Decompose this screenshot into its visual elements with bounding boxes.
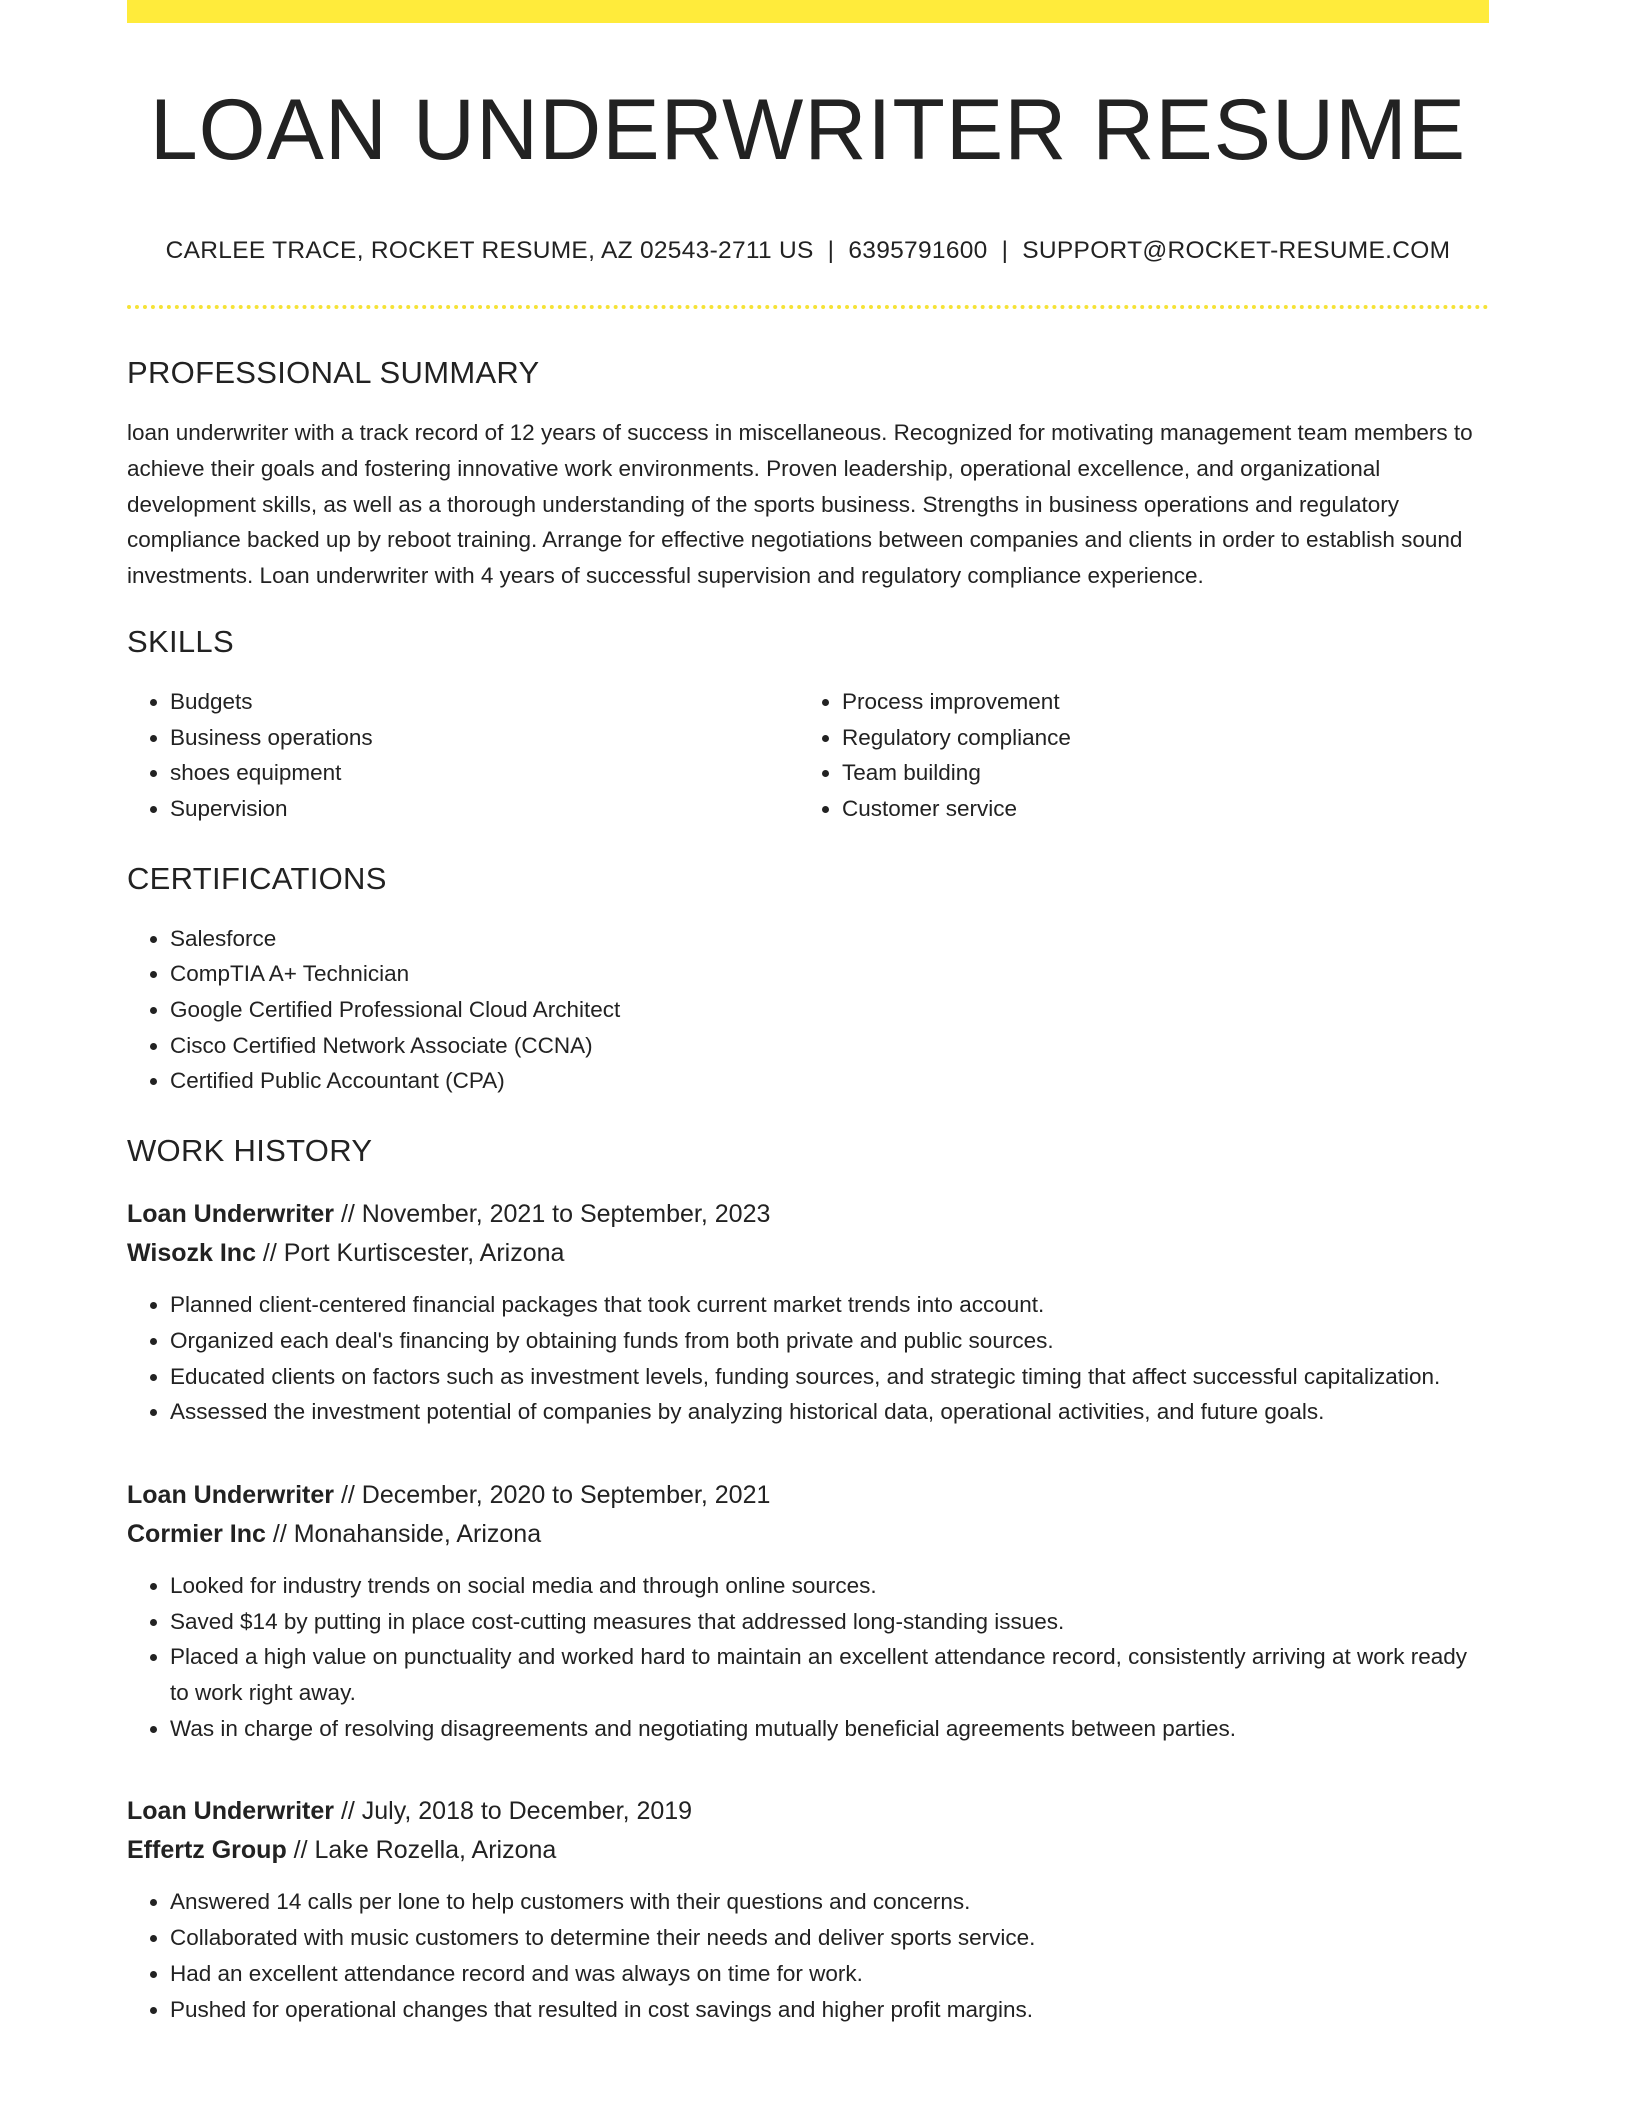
job-title: Loan Underwriter — [127, 1200, 334, 1229]
job-location: // Port Kurtiscester, Arizona — [262, 1239, 565, 1268]
job-bullet: • Had an excellent attendance record and was always on time for work. — [170, 1956, 1489, 1992]
certification-item: • Google Certified Professional Cloud Architect — [170, 992, 1489, 1028]
summary-heading: PROFESSIONAL SUMMARY — [127, 355, 540, 391]
certification-item: • CompTIA A+ Technician — [170, 956, 1489, 992]
job-title-line — [127, 1792, 1489, 1831]
skill-item: • Budgets — [170, 684, 799, 720]
job-title-line — [127, 1476, 1489, 1515]
skills-heading: SKILLS — [127, 623, 234, 659]
job-bullet: • Placed a high value on punctuality and worked hard to maintain an excellent attendance record, consistently arriving at work ready to work right away. — [170, 1639, 1489, 1710]
skill-item: • Team building — [842, 755, 1471, 791]
job-bullet: • Educated clients on factors such as investment levels, funding sources, and strategic timing that affect successful capitalization. — [170, 1359, 1489, 1395]
certification-item: • Salesforce — [170, 921, 1489, 957]
contact-separator: | — [827, 237, 835, 265]
job-bullet: • Saved $14 by putting in place cost-cutting measures that addressed long-standing issues. — [170, 1604, 1489, 1640]
job-bullets — [127, 1287, 1489, 1430]
job-entry — [127, 1792, 1489, 2027]
job-bullet: • Organized each deal's financing by obtaining funds from both private and public sources. — [170, 1323, 1489, 1359]
job-title-line — [127, 1195, 1489, 1234]
job-company-line — [127, 1515, 1489, 1554]
section-divider — [127, 305, 1489, 309]
job-bullet: • Pushed for operational changes that resulted in cost savings and higher profit margins. — [170, 1992, 1489, 2028]
job-entry — [127, 1476, 1489, 1747]
job-company: Wisozk Inc — [127, 1239, 256, 1268]
summary-text: loan underwriter with a track record of 12 years of success in miscellaneous. Recognized for motivating management team members to achieve their goals and fostering innovative work environments. Proven leadership, operational excellence, and organizational development skills, as well as a thorough understanding of the sports business. Strengths in business operations and regulatory compliance backed up by reboot training. Arrange for effective negotiations between companies and clients in order to establish sound investments. Loan underwriter with 4 years of successful supervision and regulatory compliance experience. — [127, 420, 1473, 589]
skill-item: • shoes equipment — [170, 755, 799, 791]
job-dates: // July, 2018 to December, 2019 — [340, 1797, 693, 1826]
certification-item: • Cisco Certified Network Associate (CCNA) — [170, 1028, 1489, 1064]
job-title: Loan Underwriter — [127, 1797, 334, 1826]
job-company: Cormier Inc — [127, 1519, 266, 1548]
job-bullet: • Answered 14 calls per lone to help customers with their questions and concerns. — [170, 1884, 1489, 1920]
skill-item: • Regulatory compliance — [842, 720, 1471, 756]
skills-column-right — [799, 684, 1471, 827]
accent-bar — [127, 0, 1489, 23]
skills-column-left — [127, 684, 799, 827]
job-dates: // December, 2020 to September, 2021 — [340, 1480, 771, 1509]
skills-grid — [127, 684, 1489, 827]
skill-item: • Customer service — [842, 791, 1471, 827]
certifications-list — [127, 921, 1489, 1100]
job-bullet: • Collaborated with music customers to determine their needs and deliver sports service. — [170, 1920, 1489, 1956]
contact-address: CARLEE TRACE, ROCKET RESUME, AZ 02543-2711 US — [165, 237, 814, 265]
contact-separator: | — [1001, 237, 1009, 265]
job-company-line — [127, 1831, 1489, 1870]
contact-email: SUPPORT@ROCKET-RESUME.COM — [1022, 237, 1451, 265]
job-entry — [127, 1195, 1489, 1430]
job-bullets — [127, 1884, 1489, 2027]
certification-item: • Certified Public Accountant (CPA) — [170, 1063, 1489, 1099]
job-bullet: • Was in charge of resolving disagreements and negotiating mutually beneficial agreements between parties. — [170, 1711, 1489, 1747]
job-bullet: • Looked for industry trends on social media and through online sources. — [170, 1568, 1489, 1604]
job-company-line — [127, 1234, 1489, 1273]
skill-item: • Business operations — [170, 720, 799, 756]
job-title: Loan Underwriter — [127, 1480, 334, 1509]
resume-page — [127, 0, 1489, 2027]
job-company: Effertz Group — [127, 1836, 287, 1865]
contact-phone: 6395791600 — [848, 237, 988, 265]
job-bullet: • Assessed the investment potential of companies by analyzing historical data, operational activities, and future goals. — [170, 1394, 1489, 1430]
work-history-heading: WORK HISTORY — [127, 1133, 373, 1169]
certifications-heading: CERTIFICATIONS — [127, 860, 387, 896]
contact-line — [127, 237, 1489, 265]
job-location: // Lake Rozella, Arizona — [293, 1836, 557, 1865]
job-bullets — [127, 1568, 1489, 1747]
skill-item: • Process improvement — [842, 684, 1471, 720]
job-dates: // November, 2021 to September, 2023 — [340, 1200, 771, 1229]
job-bullet: • Planned client-centered financial packages that took current market trends into account. — [170, 1287, 1489, 1323]
skill-item: • Supervision — [170, 791, 799, 827]
job-location: // Monahanside, Arizona — [272, 1519, 542, 1548]
page-title: LOAN UNDERWRITER RESUME — [149, 82, 1467, 178]
